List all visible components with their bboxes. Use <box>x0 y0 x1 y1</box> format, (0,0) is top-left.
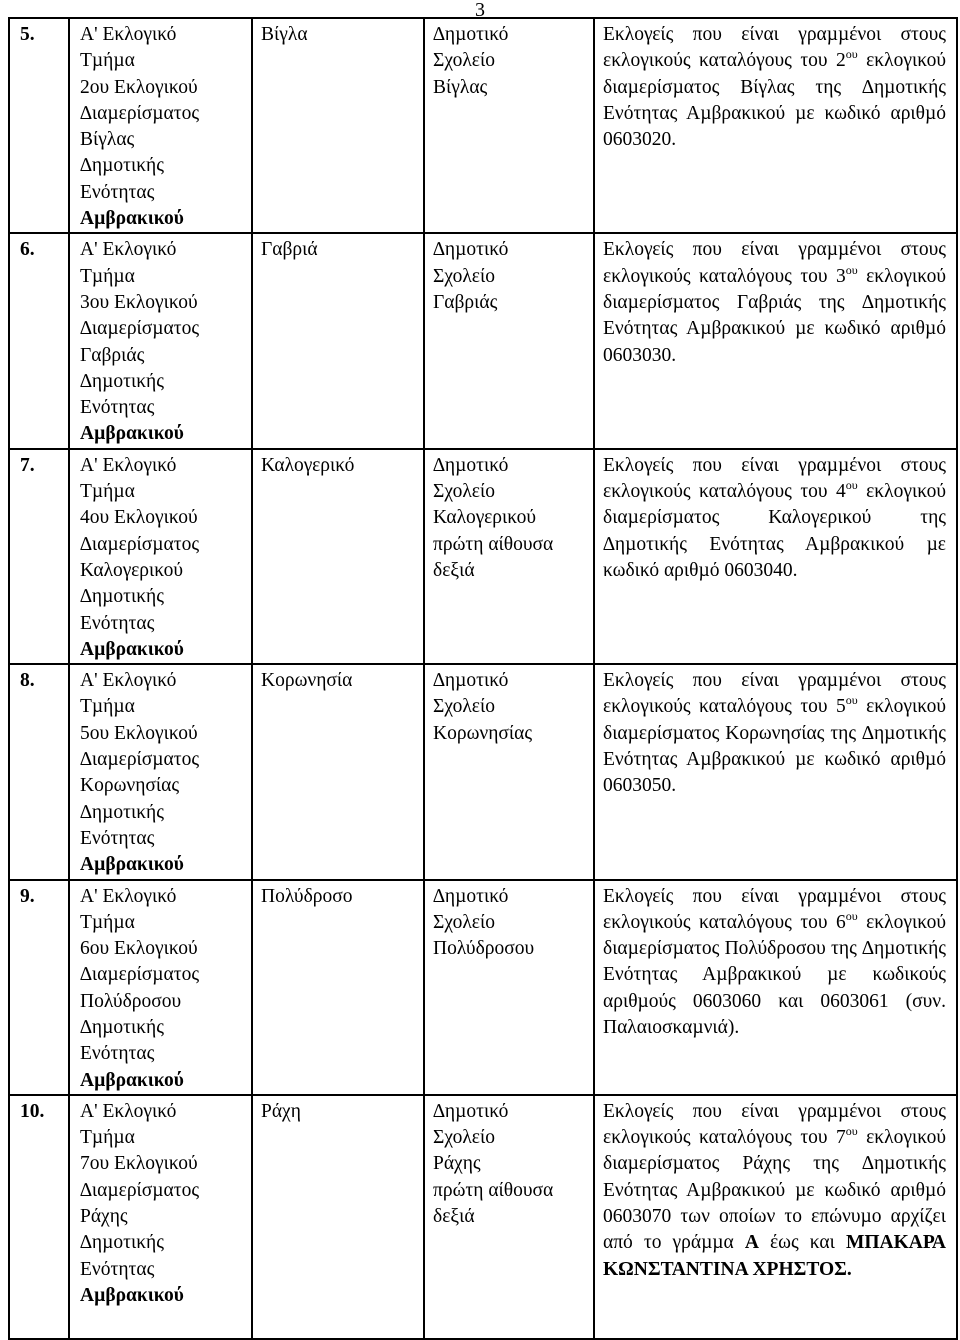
section-name-line: 2ου Εκλογικού <box>80 76 198 98</box>
description-text <box>603 453 946 584</box>
description-text <box>603 22 946 153</box>
description-text <box>603 1099 946 1283</box>
section-name-cell <box>69 18 252 233</box>
venue-line: Σχολείο <box>433 911 495 933</box>
description-body: εκλογικού διαµερίσµατος Πολύδροσου της ∆ηµοτικής Ενότητας Αµβρακικού µε κωδικούς αριθµούς 0603060 και 0603061 (συν. Παλαιοσκαµνιά). <box>603 911 946 1038</box>
place-cell: Καλογερικό <box>252 449 424 664</box>
section-name-line: Ενότητας <box>80 827 155 849</box>
section-name-line: Α' Εκλογικό <box>80 1100 177 1122</box>
description-cell <box>594 880 957 1095</box>
description-body: εκλογικού διαµερίσµατος Κορωνησίας της ∆ηµοτικής Ενότητας Αµβρακικού µε κωδικό αριθµό 0603050. <box>603 696 946 797</box>
venue-line: πρώτη αίθουσα <box>433 1179 554 1201</box>
section-name-line: 4ου Εκλογικού <box>80 507 198 529</box>
row-number: 10. <box>9 1095 69 1339</box>
section-name-line: Ενότητας <box>80 612 155 634</box>
section-name-cell <box>69 233 252 448</box>
section-name-line: ∆ιαµερίσµατος <box>80 1179 200 1201</box>
section-name-line: ∆ιαµερίσµατος <box>80 318 200 340</box>
venue-cell <box>424 449 594 664</box>
section-name-line: Καλογερικού <box>80 559 184 581</box>
section-name-line: Ενότητας <box>80 181 155 203</box>
description-lead: Εκλογείς που είναι γραµµένοι στους εκλογικούς καταλόγους του 2 <box>603 24 946 72</box>
description-text <box>603 884 946 1042</box>
place-cell: Βίγλα <box>252 18 424 233</box>
description-lead: Εκλογείς που είναι γραµµένοι στους εκλογικούς καταλόγους του 3 <box>603 239 946 287</box>
section-name-line: 7ου Εκλογικού <box>80 1153 198 1175</box>
surname-range-end: ΜΠΑΚΑΡΑ ΚΩΝΣΤΑΝΤΙΝΑ ΧΡΗΣΤΟΣ. <box>603 1232 946 1280</box>
section-name-line: ∆ηµοτικής <box>80 1016 164 1038</box>
description-lead: Εκλογείς που είναι γραµµένοι στους εκλογικούς καταλόγους του 7 <box>603 1100 946 1149</box>
section-name-cell <box>69 664 252 879</box>
description-cell <box>594 664 957 879</box>
venue-line: δεξιά <box>433 1206 475 1228</box>
ordinal-suffix: ου <box>845 478 858 493</box>
venue-line: Γαβριάς <box>433 291 498 313</box>
section-name-cell <box>69 880 252 1095</box>
row-number: 7. <box>9 449 69 664</box>
section-name-line: 5ου Εκλογικού <box>80 722 198 744</box>
section-name-line: ∆ηµοτικής <box>80 155 164 177</box>
table-row <box>9 449 957 664</box>
venue-line: Βίγλας <box>433 76 488 98</box>
section-name-line: ∆ιαµερίσµατος <box>80 749 200 771</box>
row-number: 5. <box>9 18 69 233</box>
description-cell <box>594 18 957 233</box>
description-lead: Εκλογείς που είναι γραµµένοι στους εκλογικούς καταλόγους του 6 <box>603 885 946 933</box>
surname-range-start: Α <box>744 1232 759 1254</box>
description-cell <box>594 1095 957 1339</box>
venue-cell <box>424 880 594 1095</box>
venue-line: ∆ηµοτικό <box>433 1100 509 1122</box>
section-name-line: Α' Εκλογικό <box>80 885 177 907</box>
description-body: εκλογικού διαµερίσµατος Καλογερικού της ∆ηµοτικής Ενότητας Αµβρακικού µε κωδικό αριθµό 0603040. <box>603 481 946 581</box>
venue-line: Πολύδροσου <box>433 938 535 960</box>
venue-line: δεξιά <box>433 559 475 581</box>
section-name-line: 6ου Εκλογικού <box>80 938 198 960</box>
description-lead: Εκλογείς που είναι γραµµένοι στους εκλογικούς καταλόγους του 5 <box>603 670 946 718</box>
section-name-line: Τµήµα <box>80 481 135 503</box>
table-row <box>9 233 957 448</box>
section-name-bold: Αµβρακικού <box>80 1284 184 1306</box>
venue-line: Σχολείο <box>433 696 495 718</box>
section-name-line: Βίγλας <box>80 129 135 151</box>
section-name-line: Τµήµα <box>80 1127 135 1149</box>
section-name-bold: Αµβρακικού <box>80 1069 184 1091</box>
section-name-line: Α' Εκλογικό <box>80 239 177 261</box>
section-name-bold: Αµβρακικού <box>80 208 184 230</box>
section-name-line: Γαβριάς <box>80 344 145 366</box>
section-name-line: Τµήµα <box>80 911 135 933</box>
description-body: εκλογικού διαµερίσµατος Ράχης της ∆ηµοτικής Ενότητας Αµβρακικού µε κωδικό αριθµό 0603070 των οποίων το επώνυµο αρχίζει από το γράµµα <box>603 1127 946 1254</box>
description-body: εκλογικού διαµερίσµατος Βίγλας της ∆ηµοτικής Ενότητας Αµβρακικού µε κωδικό αριθµό 0603020. <box>603 50 946 151</box>
section-name-line: Τµήµα <box>80 265 135 287</box>
section-name-line: 3ου Εκλογικού <box>80 291 198 313</box>
table-row <box>9 1095 957 1339</box>
table-row <box>9 880 957 1095</box>
venue-line: Σχολείο <box>433 1127 495 1149</box>
section-name-line: Ενότητας <box>80 1043 155 1065</box>
venue-line: Σχολείο <box>433 265 495 287</box>
row-number: 9. <box>9 880 69 1095</box>
venue-line: Σχολείο <box>433 481 495 503</box>
section-name-line: ∆ιαµερίσµατος <box>80 102 200 124</box>
venue-line: Σχολείο <box>433 50 495 72</box>
section-name-cell <box>69 1095 252 1339</box>
ordinal-suffix: ου <box>845 47 858 62</box>
venue-cell <box>424 233 594 448</box>
section-name-bold: Αµβρακικού <box>80 638 184 660</box>
polling-stations-table <box>8 17 958 1340</box>
venue-cell <box>424 664 594 879</box>
section-name-line: Ενότητας <box>80 397 155 419</box>
venue-line: ∆ηµοτικό <box>433 24 509 45</box>
description-cell <box>594 449 957 664</box>
table-row <box>9 664 957 879</box>
venue-cell <box>424 18 594 233</box>
ordinal-suffix: ου <box>845 1124 858 1139</box>
section-name-line: ∆ηµοτικής <box>80 801 164 823</box>
place-cell: Ράχη <box>252 1095 424 1339</box>
section-name-line: ∆ηµοτικής <box>80 370 164 392</box>
row-number: 6. <box>9 233 69 448</box>
section-name-bold: Αµβρακικού <box>80 854 184 876</box>
page-number: 3 <box>475 0 485 21</box>
place-cell: Γαβριά <box>252 233 424 448</box>
venue-cell <box>424 1095 594 1339</box>
section-name-line: ∆ιαµερίσµατος <box>80 964 200 986</box>
description-lead: Εκλογείς που είναι γραµµένοι στους εκλογικούς καταλόγους του 4 <box>603 454 946 503</box>
table-row <box>9 18 957 233</box>
section-name-line: Τµήµα <box>80 696 135 718</box>
section-name-cell <box>69 449 252 664</box>
section-name-line: ∆ηµοτικής <box>80 586 164 608</box>
venue-line: Καλογερικού <box>433 507 537 529</box>
section-name-line: ∆ηµοτικής <box>80 1232 164 1254</box>
venue-line: Κορωνησίας <box>433 722 533 744</box>
place-cell: Κορωνησία <box>252 664 424 879</box>
section-name-line: Τµήµα <box>80 50 135 72</box>
venue-line: ∆ηµοτικό <box>433 239 509 261</box>
section-name-line: Α' Εκλογικό <box>80 24 177 45</box>
description-body: εκλογικού διαµερίσµατος Γαβριάς της ∆ηµοτικής Ενότητας Αµβρακικού µε κωδικό αριθµό 0603030. <box>603 265 946 366</box>
row-number: 8. <box>9 664 69 879</box>
description-text <box>603 668 946 799</box>
section-name-line: Α' Εκλογικό <box>80 670 177 692</box>
section-name-line: Α' Εκλογικό <box>80 454 177 476</box>
section-name-line: Πολύδροσου <box>80 990 182 1012</box>
section-name-line: Ράχης <box>80 1206 128 1228</box>
venue-line: πρώτη αίθουσα <box>433 533 554 555</box>
ordinal-suffix: ου <box>845 908 858 923</box>
ordinal-suffix: ου <box>845 693 858 708</box>
place-cell: Πολύδροσο <box>252 880 424 1095</box>
section-name-line: Ενότητας <box>80 1258 155 1280</box>
venue-line: Ράχης <box>433 1153 481 1175</box>
venue-line: ∆ηµοτικό <box>433 454 509 476</box>
surname-range-connector: έως και <box>758 1232 846 1254</box>
section-name-line: Κορωνησίας <box>80 775 180 797</box>
ordinal-suffix: ου <box>845 262 858 277</box>
venue-line: ∆ηµοτικό <box>433 670 509 692</box>
description-cell <box>594 233 957 448</box>
venue-line: ∆ηµοτικό <box>433 885 509 907</box>
description-text <box>603 237 946 368</box>
section-name-line: ∆ιαµερίσµατος <box>80 533 200 555</box>
section-name-bold: Αµβρακικού <box>80 423 184 445</box>
